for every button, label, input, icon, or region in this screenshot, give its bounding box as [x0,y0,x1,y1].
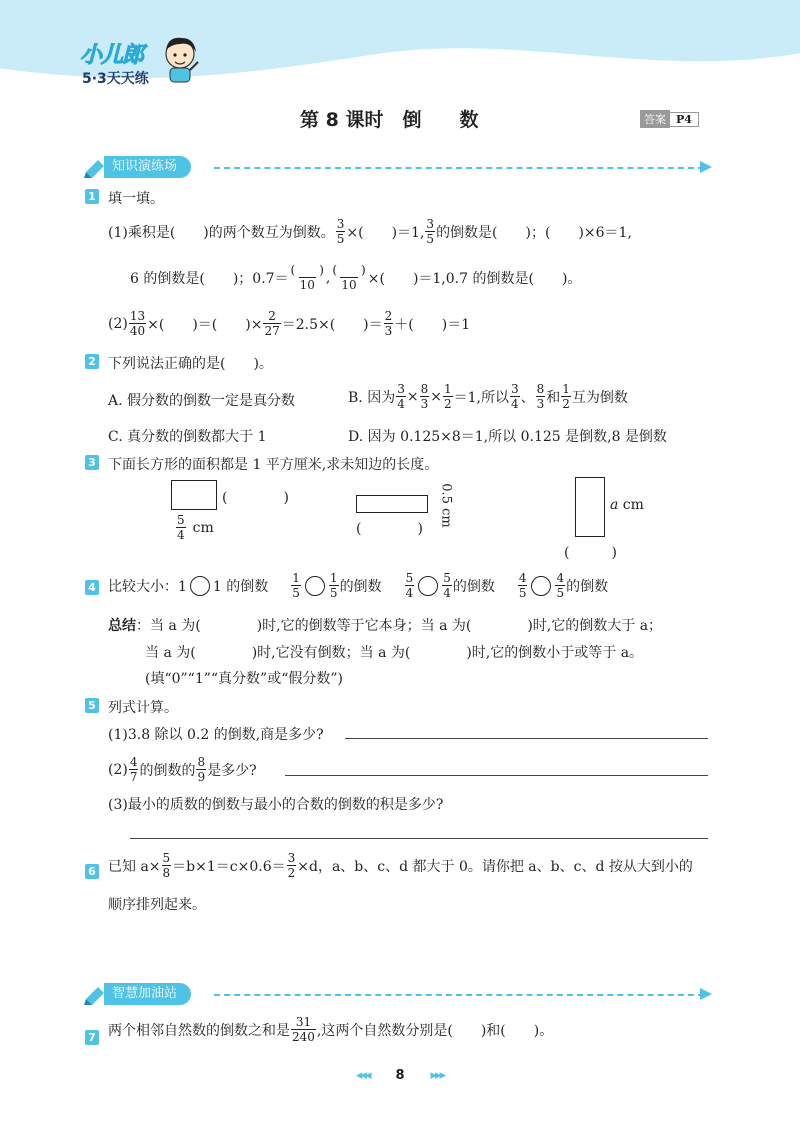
q5-text: 是多少? [207,762,257,779]
question-number: 6 [85,864,99,879]
fraction [129,310,146,337]
q5-title [108,697,178,717]
frac-den: 2 [562,397,570,411]
frac-den: 3 [536,397,545,411]
frac-num: 2 [268,309,276,323]
prev-arrows-icon: ◂◂◂ [355,1068,370,1083]
q7-text: 两个相邻自然数的倒数之和是 [108,1022,290,1039]
frac-num: 8 [536,382,545,396]
logo-sub: 5·3天天练 [82,71,149,87]
fraction [162,852,172,879]
frac-den: 3 [384,324,393,338]
q6-line1 [108,852,693,879]
frac-num: 3 [287,851,296,865]
unit: cm [192,519,214,536]
q2-text: 互为倒数 [571,389,628,406]
rectangle-2-label: 0.5 cm [438,483,454,528]
frac-num: 3 [336,217,345,231]
compare-circle[interactable] [531,576,551,596]
q2-title-text: 下列说法正确的是( )。 [108,356,273,372]
frac-den: 2 [443,397,452,411]
question-number: 1 [85,189,99,204]
frac-num: 3 [397,382,405,396]
q2-title [108,353,273,373]
q1-text: ＝2.5×( )＝ [281,316,383,333]
summary-label: 总结 [108,618,136,634]
frac-den: 40 [129,324,146,338]
fraction [336,218,346,245]
rectangle-3-side [610,497,644,513]
frac-num: 3 [510,382,519,396]
q2-text: B. 因为 [348,389,396,406]
frac-num: 1 [562,382,570,396]
section-wisdom-label: 智慧加油站 [104,983,191,1005]
q1-text: ×( )＝1, [346,224,425,241]
frac-num: 8 [420,382,429,396]
frac-num: 1 [292,571,300,585]
answer-label: 答案 [640,110,670,128]
q4-text: 的倒数 [452,578,495,595]
page-number: 8 [395,1068,405,1083]
frac-den: 10 [341,278,357,292]
q1-title-text: 填一填。 [108,191,164,207]
q1-line2 [130,264,581,291]
frac-num: 5 [405,571,414,585]
pencil-icon [84,983,106,1005]
frac-den: 7 [129,770,138,784]
q5-text: (1)3.8 除以 0.2 的倒数,商是多少? [108,727,324,743]
rectangle-2 [356,495,428,513]
q1-text: ×( )＝1,0.7 的倒数是( )。 [367,270,582,287]
rectangle-1-blank [222,487,289,507]
q4-summary-1 [108,615,662,635]
q1-text: 6 的倒数是( )；0.7＝ [130,270,289,287]
fraction [331,264,366,291]
answer-badge [640,110,699,128]
fraction [291,1016,316,1043]
frac-num: 13 [129,309,146,323]
compare-circle[interactable] [305,576,325,596]
q7-line [108,1016,553,1043]
q2-text: 和 [546,389,561,406]
frac-num: 4 [129,755,138,769]
answer-page: P4 [670,112,699,127]
fraction [420,383,430,410]
frac-num: 4 [518,571,527,585]
boy-mascot-icon [160,32,202,84]
fraction [129,756,139,783]
fraction [442,572,452,599]
q2-text: ＝1,所以 [453,389,509,406]
q2-text: D. 因为 0.125×8＝1,所以 0.125 是倒数,8 是倒数 [348,429,667,445]
frac-num: 3 [426,217,435,231]
frac-num: 5 [162,851,171,865]
compare-circle[interactable] [190,576,210,596]
fraction [329,572,339,599]
q2-option-b [348,383,628,410]
fraction [176,514,186,541]
rectangle-2-blank [356,518,423,538]
q1-text: (2) [108,315,128,332]
frac-num: ( ) [290,263,324,277]
unit: cm [618,497,644,513]
q6-text: 已知 a× [108,858,161,875]
q1-line3 [108,310,470,337]
fraction [518,572,528,599]
frac-den: 4 [397,397,405,411]
page-title: 第 8 课时 倒 数 [300,109,479,131]
q1-text: (1)乘积是( )的两个数互为倒数。 [108,224,335,241]
q1-text: 的倒数是( )；( )×6＝1, [436,224,632,241]
q5-part-1 [108,724,324,744]
rectangle-1-side [175,514,214,541]
fraction [510,383,520,410]
q6-line2 [108,894,206,914]
q5-title-text: 列式计算。 [108,700,178,716]
q5-text: (3)最小的质数的倒数与最小的合数的倒数的积是多少? [108,797,444,813]
frac-num: 8 [197,755,206,769]
frac-den: 5 [336,232,345,246]
q2-text: × [430,388,442,405]
compare-circle[interactable] [418,576,438,596]
q4-summary-3 [145,668,343,688]
fraction [287,852,297,879]
frac-den: 4 [510,397,519,411]
question-number: 7 [85,1030,99,1045]
frac-den: 2 [287,866,296,880]
q7-text: ,这两个自然数分别是( )和( )。 [316,1022,554,1039]
footer [0,1068,800,1083]
fraction [291,572,301,599]
q1-text: ＋( )＝1 [394,316,471,333]
frac-den: 4 [443,586,451,600]
q4-text: 比较大小：1 [108,578,187,595]
rectangle-2-side [432,483,462,528]
frac-num: 4 [556,571,565,585]
fraction [396,383,406,410]
q3-title [108,454,438,474]
answer-line[interactable] [285,775,708,776]
q4-summary-2 [145,642,643,662]
fraction [196,756,206,783]
frac-den: 27 [264,324,280,338]
q2-option-c [108,426,266,446]
logo [80,38,200,94]
q1-text: , [325,269,331,286]
q1-title [108,188,164,208]
frac-den: 5 [556,586,565,600]
fraction [384,310,394,337]
arrow-right-icon [700,161,712,173]
q3-paren: ( ) [564,545,617,561]
section-practice-line [214,167,704,169]
q5-part-2 [108,756,257,783]
fraction [536,383,546,410]
frac-den: 3 [420,397,429,411]
frac-den: 8 [162,866,171,880]
fraction [555,572,565,599]
q5-text: (2) [108,761,128,778]
frac-num: 1 [329,571,338,585]
frac-den: 5 [292,586,300,600]
section-wisdom-line [214,994,704,996]
q3-paren: ( ) [222,490,289,506]
fraction [405,572,415,599]
frac-num: 2 [384,309,393,323]
q3-paren: ( ) [356,521,423,537]
frac-den: 9 [197,770,206,784]
frac-num: 1 [443,382,452,396]
frac-den: 240 [292,1030,315,1044]
question-number: 5 [85,698,99,713]
q2-option-d [348,426,667,446]
logo-main: 小儿郎 [80,43,144,68]
frac-den: 5 [518,586,527,600]
q2-text: C. 真分数的倒数都大于 1 [108,429,267,445]
q3-title-text: 下面长方形的面积都是 1 平方厘米,求未知边的长度。 [108,457,439,473]
q4-text: 1 的倒数 [212,578,269,595]
q2-text: × [406,388,419,405]
q2-text: 、 [520,389,535,406]
fraction [425,218,435,245]
q4-text: 的倒数 [339,578,382,595]
rectangle-3-blank [564,542,617,562]
q2-option-a [108,390,295,410]
q5-part-3 [108,794,443,814]
rectangle-1 [171,480,217,510]
q5-text: 的倒数的 [139,762,196,779]
q4-text: 当 a 为( )时,它没有倒数；当 a 为( )时,它的倒数小于或等于 a。 [145,645,644,661]
frac-den: 5 [329,586,338,600]
section-practice-label: 知识演练场 [104,156,191,178]
frac-num: 5 [443,571,451,585]
frac-den: 4 [405,586,414,600]
fraction [443,383,453,410]
rectangle-3 [575,477,605,537]
q4-text: (填“0”“1”“真分数”或“假分数”) [145,671,343,687]
frac-den: 5 [426,232,435,246]
q4-text: ：当 a 为( )时,它的倒数等于它本身；当 a 为( )时,它的倒数大于 a； [136,618,663,634]
answer-line[interactable] [345,738,708,739]
variable-a: a [610,497,619,513]
q6-text: ×d，a、b、c、d 都大于 0。请你把 a、b、c、d 按从大到小的 [297,858,693,875]
answer-line[interactable] [130,838,708,839]
fraction [290,264,325,291]
question-number: 4 [85,580,99,595]
arrow-right-icon [700,988,712,1000]
question-number: 2 [85,354,99,369]
q1-line1 [108,218,632,245]
q2-text: A. 假分数的倒数一定是真分数 [108,393,296,409]
fraction [561,383,571,410]
frac-num: 31 [295,1015,312,1029]
q4-compare [108,572,608,599]
q6-text: 顺序排列起来。 [108,897,206,913]
question-number: 3 [85,455,99,470]
q1-text: ×( )＝( )× [147,316,263,333]
frac-den: 4 [177,528,185,542]
q4-text: 的倒数 [566,578,609,595]
pencil-icon [84,156,106,178]
frac-num: ( ) [332,263,366,277]
q6-text: ＝b×1＝c×0.6＝ [172,858,286,875]
frac-num: 5 [177,513,185,527]
next-arrows-icon: ▸▸▸ [430,1068,445,1083]
frac-den: 10 [299,278,315,292]
fraction [263,310,280,337]
